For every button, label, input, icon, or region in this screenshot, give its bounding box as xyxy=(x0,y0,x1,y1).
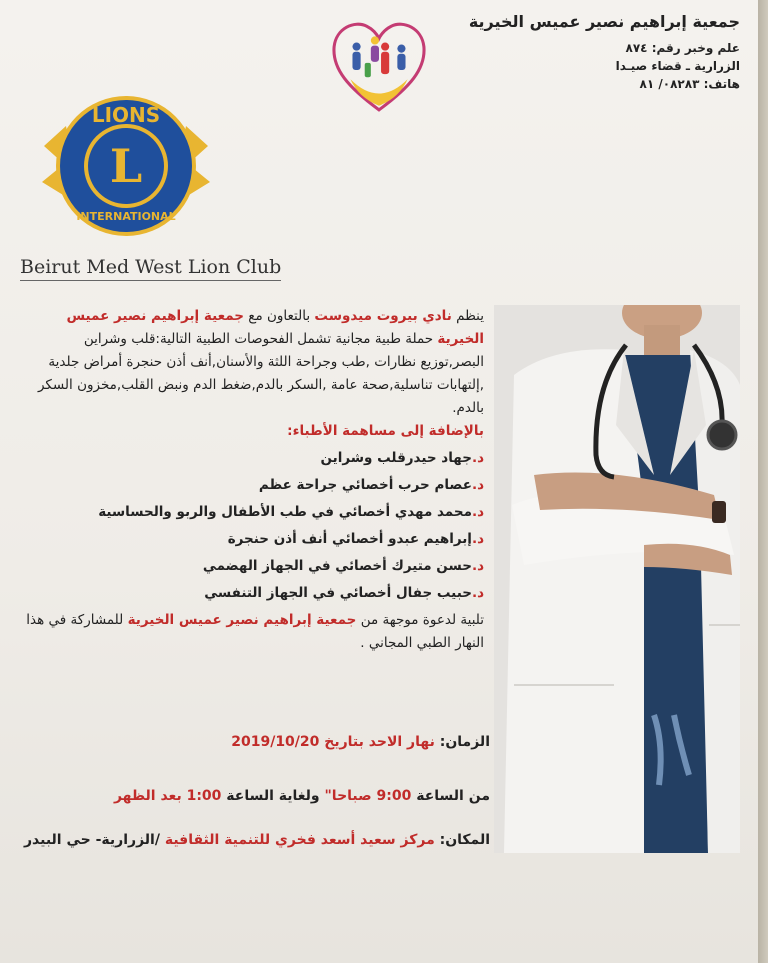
event-hours: من الساعة 9:00 صباحا" ولغاية الساعة 1:00 بعد الظهر xyxy=(113,788,490,804)
doctor-item: د.عصام حرب أخصائي جراحة عظم xyxy=(258,477,484,493)
doctor-item: د.جهاد حيدرقلب وشراين xyxy=(320,450,484,466)
event-place xyxy=(22,832,490,848)
intro-services: حملة طبية مجانية تشمل الفحوصات الطبية التالية:قلب وشراين البصر,توزيع نظارات ,طب وجراحة اللثة والأسنان,أنف أذن حنجرة أمراض جلدية ,إلتهابات تناسلية,صحة عامة ,السكر بالدم,ضغط الدم ونبض القلب,مخزون السكر بالدم. xyxy=(37,331,484,416)
end-time: 1:00 بعد الظهر xyxy=(113,788,222,804)
place-label: المكان: xyxy=(439,832,490,848)
invitation-paragraph: تلبية لدعوة موجهة من جمعية إبراهيم نصير عميس الخيرية للمشاركة في هذا النهار الطبي المجاني . xyxy=(26,612,484,651)
intro-organization-name: جمعية إبراهيم نصير عميس الخيرية xyxy=(66,308,484,347)
doctor-illustration xyxy=(494,305,740,853)
doctor-item: د.إبراهيم عبدو أخصائي أنف أذن حنجرة xyxy=(227,531,484,547)
doctor-photo xyxy=(494,305,740,853)
lions-bottom-text: INTERNATIONAL xyxy=(76,210,176,223)
doctors-heading: بالإضافة إلى مساهمة الأطباء: xyxy=(287,423,484,439)
lions-international-logo xyxy=(36,86,216,246)
organization-name: جمعية إبراهيم نصير عميس الخيرية xyxy=(468,12,740,31)
organization-phone: هاتف: ٠٨٢٨٣/ ٨١ xyxy=(639,77,740,91)
event-date xyxy=(22,734,490,750)
intro-part-3: بالتعاون مع xyxy=(248,308,311,324)
lions-center-letter: L xyxy=(109,139,143,193)
organization-address: الزرارية ـ قضاء صيـدا xyxy=(615,59,740,73)
doctor-item: د.حسن متيرك أخصائي في الجهاز الهضمي xyxy=(202,558,484,574)
intro-club-name: نادي بيروت ميدوست xyxy=(314,308,452,324)
doctor-item: د.محمد مهدي أخصائي في طب الأطفال والربو والحساسية xyxy=(98,504,484,520)
date-label: الزمان: xyxy=(439,734,490,750)
start-time: 9:00 صباحا" xyxy=(324,788,412,804)
place-rest: /الزرارية- حي البيدر xyxy=(23,832,160,848)
club-name: Beirut Med West Lion Club xyxy=(20,256,281,281)
intro-paragraph xyxy=(22,305,484,420)
campaign-description xyxy=(22,305,484,655)
organization-header xyxy=(440,12,740,95)
doctor-item: د.حبيب جفال أخصائي في الجهاز التنفسي xyxy=(204,585,484,601)
intro-part-1: ينظم xyxy=(456,308,484,324)
organization-license: علم وخبر رقم: ٨٧٤ xyxy=(625,41,740,55)
date-value: نهار الاحد بتاريخ 2019/10/20 xyxy=(231,734,435,750)
doctors-list xyxy=(22,445,484,607)
page-edge xyxy=(758,0,768,963)
invitation-organization-name: جمعية إبراهيم نصير عميس الخيرية xyxy=(127,612,357,628)
lions-top-text: LIONS xyxy=(91,103,161,127)
place-value: مركز سعيد أسعد فخري للتنمية الثقافية xyxy=(164,832,435,848)
charity-heart-logo xyxy=(328,16,430,118)
